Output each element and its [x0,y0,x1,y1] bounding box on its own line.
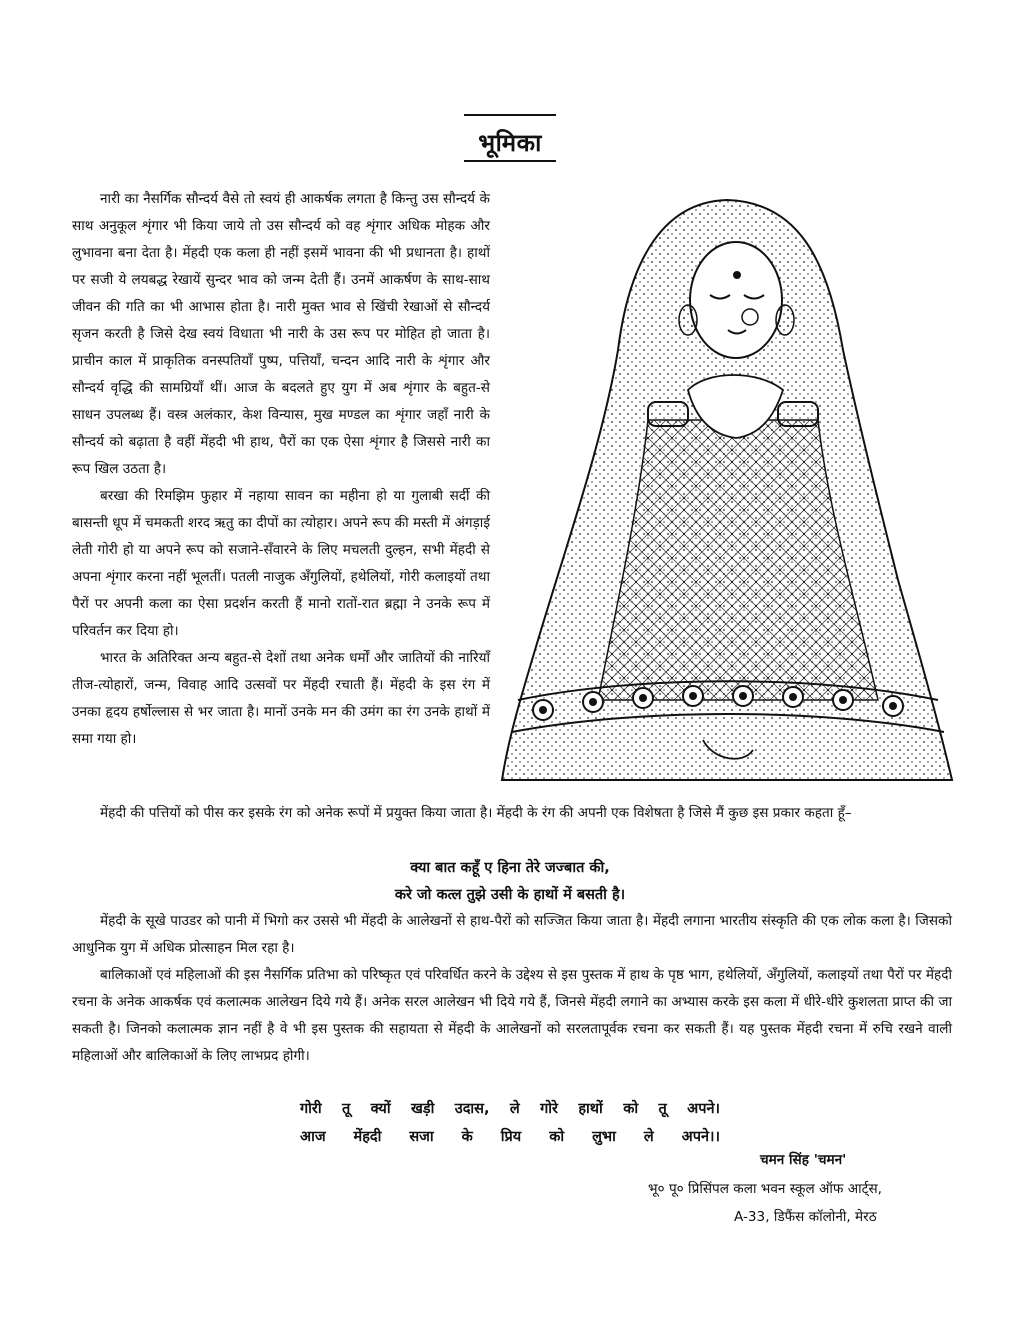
bride-illustration [498,180,956,790]
closing-couplet [300,1095,720,1151]
body-text [72,800,952,827]
couplet-line: करे जो कत्ल तुझे उसी के हाथों में बसती है। [394,887,626,903]
couplet-line: गोरी तू क्यों खड़ी उदास, ले गोरे हाथों को तू अपने। [300,1101,720,1117]
intro-column [72,186,490,753]
purpose-paragraph: बालिकाओं एवं महिलाओं की इस नैसर्गिक प्रतिभा को परिष्कृत एवं परिवर्धित करने के उद्देश्य से इस पुस्तक में हाथ के पृष्ठ भाग, हथेलियों, अँगुलियों, कलाइयों तथा पैरों पर मेंहदी रचना के अनेक आकर्षक एवं कलात्मक आलेखन दिये गये हैं। अनेक सरल आलेखन भी दिये गये हैं, जिनसे मेंहदी लगाने का अभ्यास करके इस कला में धीरे-धीरे कुशलता प्राप्त की जा सकती है। जिनको कलात्मक ज्ञान नहीं है वे भी इस पुस्तक की सहायता से मेंहदी के आलेखनों को सरलतापूर्वक रचना कर सकती हैं। यह पुस्तक मेंहदी रचना में रुचि रखने वाली महिलाओं और बालिकाओं के लिए लाभप्रद होगी। [72,967,952,1064]
usage-paragraph: मेंहदी की पत्तियों को पीस कर इसके रंग को अनेक रूपों में प्रयुक्त किया जाता है। मेंहदी के रंग की अपनी एक विशेषता है जिसे मैं कुछ इस प्रकार कहता हूँ– [100,805,852,821]
author-name: चमन सिंह 'चमन' [760,1152,847,1168]
earring-left [679,305,697,335]
page-heading: भूमिका [478,129,542,157]
author-address: A-33, डिफैंस कॉलोनी, मेरठ [734,1209,877,1225]
couplet-hina [320,855,700,909]
intro-paragraph: भारत के अतिरिक्त अन्य बहुत-से देशों तथा अनेक धर्मों और जातियों की नारियाँ तीज-त्योहारों, जन्म, विवाह आदि उत्सवों पर मेंहदी रचाती हैं। मेंहदी के इस रंग में उनका हृदय हर्षोल्लास से भर जाता है। मानों उनके मन की उमंग का रंग उनके हाथों में समा गया हो। [72,650,490,747]
intro-paragraph: बरखा की रिमझिम फुहार में नहाया सावन का महीना हो या गुलाबी सर्दी की बासन्ती धूप में चमकती शरद ऋतु का दीपों का त्योहार। अपने रूप की मस्ती में अंगड़ाई लेती गोरी हो या अपने रूप को सजाने-सँवारने के लिए मचलती दुल्हन, सभी मेंहदी से अपना शृंगार करना नहीं भूलतीं। पतली नाजुक अँगुलियों, हथेलियों, गोरी कलाइयों तथा पैरों पर अपनी कला का ऐसा प्रदर्शन करती हैं मानो रातों-रात ब्रह्मा ने उनके रूप में परिवर्तन कर दिया हो। [72,488,490,639]
intro-paragraph: नारी का नैसर्गिक सौन्दर्य वैसे तो स्वयं ही आकर्षक लगता है किन्तु उस सौन्दर्य के साथ अनुकूल शृंगार भी किया जाये तो उस सौन्दर्य को वह शृंगार अधिक मोहक और लुभावना बना देता है। मेंहदी एक कला ही नहीं इसमें भावना की भी प्रधानता है। हाथों पर सजी ये लयबद्ध रेखायें सुन्दर भाव को जन्म देती हैं। उनमें आकर्षण के साथ-साथ जीवन की गति का भी आभास होता है। नारी मुक्त भाव से खिंची रेखाओं से सौन्दर्य सृजन करती है जिसे देख स्वयं विधाता भी नारी के उस रूप पर मोहित हो जाता है। प्राचीन काल में प्राकृतिक वनस्पतियाँ पुष्प, पत्तियाँ, चन्दन आदि नारी के शृंगार और सौन्दर्य वृद्धि की सामग्रियाँ थीं। आज के बदलते हुए युग में अब शृंगार के बहुत-से साधन उपलब्ध हैं। वस्त्र अलंकार, केश विन्यास, मुख मण्डल का शृंगार जहाँ नारी के सौन्दर्य को बढ़ाता है वहीं मेंहदी भी हाथ, पैरों का एक ऐसा शृंगार है जिससे नारी का रूप खिल उठता है। [72,191,490,477]
heading-top-rule [464,114,556,116]
body-text-lower [72,908,952,1070]
powder-paragraph: मेंहदी के सूखे पाउडर को पानी में भिगो कर उससे भी मेंहदी के आलेखनों से हाथ-पैरों को सज्जित किया जाता है। मेंहदी लगाना भारतीय संस्कृति की एक लोक कला है। जिसको आधुनिक युग में अधिक प्रोत्साहन मिल रहा है। [72,913,952,956]
author-title: भू० पू० प्रिसिंपल कला भवन स्कूल ऑफ आर्ट्स, [648,1181,882,1197]
couplet-line: आज मेंहदी सजा के प्रिय को लुभा ले अपने।। [300,1129,720,1145]
earring-right [776,305,794,335]
bindi [733,271,741,279]
heading-bottom-rule [464,160,556,162]
couplet-line: क्या बात कहूँ ए हिना तेरे जज्बात की, [410,860,610,876]
bride-face [690,242,782,358]
